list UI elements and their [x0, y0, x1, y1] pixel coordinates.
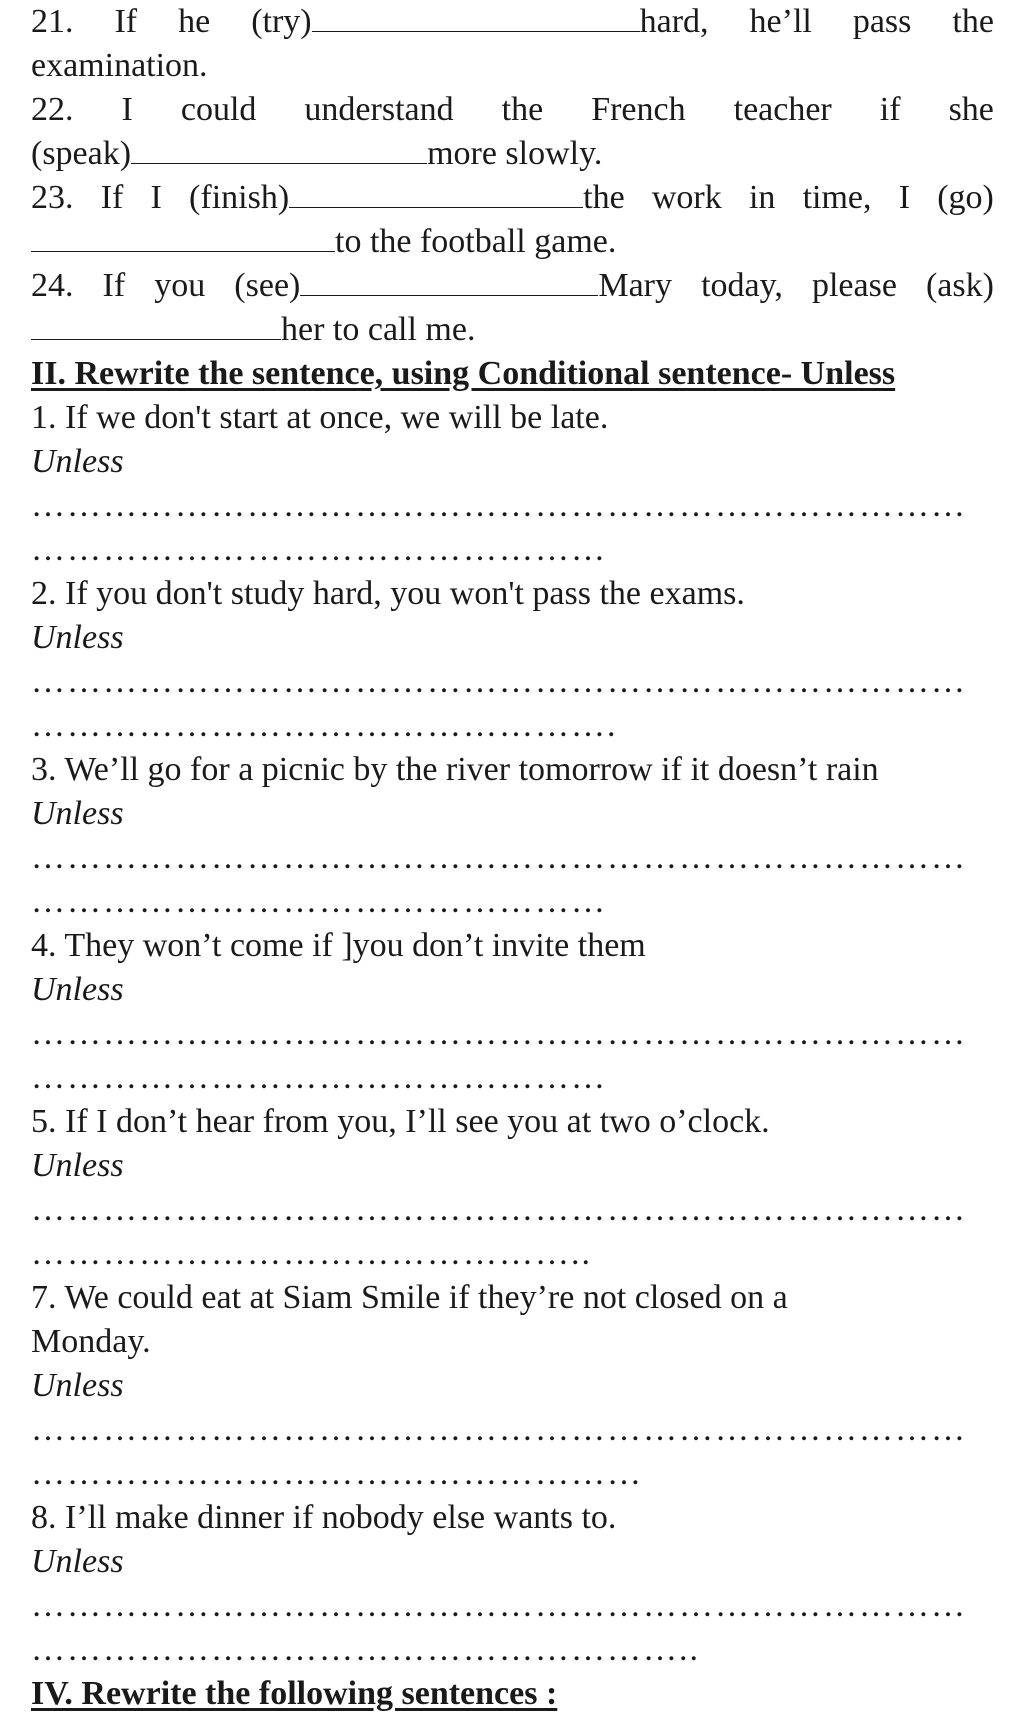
- item-2-answer-line1[interactable]: ……………………………………………………………………: [31, 663, 967, 700]
- item-8-unless: Unless: [31, 1543, 124, 1580]
- item-8-answer-line1[interactable]: ……………………………………………………………………: [31, 1587, 967, 1624]
- verb-with-blank: [189, 176, 625, 220]
- item-3-answer-line2[interactable]: …………………………………………: [31, 883, 607, 920]
- word: 21.: [31, 3, 74, 40]
- word: you: [154, 267, 206, 304]
- word: I: [898, 179, 911, 216]
- question-21-line1: [31, 0, 994, 44]
- item-3-sentence: 3. We’ll go for a picnic by the river tomorrow if it doesn’t rain: [31, 751, 879, 788]
- item-5-answer-line1[interactable]: ……………………………………………………………………: [31, 1191, 967, 1228]
- answer-blank-23a[interactable]: [289, 177, 583, 208]
- question-24-line1: [31, 264, 994, 308]
- word: the: [952, 3, 994, 40]
- item-5-unless: Unless: [31, 1147, 124, 1184]
- sentence-end: to the football game.: [335, 223, 617, 260]
- item-8-answer-line2[interactable]: ………………………………………………..: [31, 1631, 700, 1668]
- item-3-answer-line1[interactable]: ……………………………………………………………………: [31, 839, 967, 876]
- item-4-answer-line1[interactable]: ……………………………………………………………………: [31, 1015, 967, 1052]
- question-24-line2: [31, 308, 994, 352]
- word: the: [501, 91, 544, 128]
- verb-with-blank: [251, 0, 708, 44]
- word: 22.: [31, 91, 74, 128]
- answer-blank-23b[interactable]: [31, 221, 335, 252]
- word: in: [748, 179, 776, 216]
- word: (go): [937, 179, 994, 216]
- item-7-unless: Unless: [31, 1367, 124, 1404]
- section-4-heading: IV. Rewrite the following sentences :: [31, 1675, 558, 1712]
- item-7-sentence: 7. We could eat at Siam Smile if they’re not closed on a: [31, 1279, 788, 1316]
- item-7-answer-line1[interactable]: ……………………………………………………………………: [31, 1411, 967, 1448]
- word: he’ll: [749, 3, 812, 40]
- verb-hint: (speak): [31, 135, 132, 172]
- item-7-sentence-line2: Monday.: [31, 1323, 151, 1360]
- item-4-unless: Unless: [31, 971, 124, 1008]
- word: today,: [701, 267, 783, 304]
- word: hard,: [639, 3, 709, 40]
- verb-hint: (see): [234, 267, 301, 304]
- verb-hint: (try): [251, 3, 312, 40]
- item-1-unless: Unless: [31, 443, 124, 480]
- question-23-line2: [31, 220, 994, 264]
- word: could: [180, 91, 257, 128]
- section-2-heading: II. Rewrite the sentence, using Conditional sentence- Unless: [31, 355, 896, 392]
- item-5-sentence: 5. If I don’t hear from you, I’ll see you at two o’clock.: [31, 1103, 770, 1140]
- verb-with-blank: [234, 264, 672, 308]
- item-1-answer-line1[interactable]: ……………………………………………………………………: [31, 487, 967, 524]
- item-3-unless: Unless: [31, 795, 124, 832]
- word: he: [178, 3, 211, 40]
- item-1-sentence: 1. If we don't start at once, we will be late.: [31, 399, 609, 436]
- word: (ask): [925, 267, 994, 304]
- word: French: [591, 91, 686, 128]
- question-22-line1: [31, 88, 994, 132]
- word: time,: [802, 179, 872, 216]
- answer-blank-22[interactable]: [131, 133, 427, 164]
- word: pass: [852, 3, 912, 40]
- answer-blank-21[interactable]: [312, 1, 640, 32]
- word: if: [879, 91, 901, 128]
- sentence-end: her to call me.: [281, 311, 476, 348]
- word: work: [651, 179, 722, 216]
- item-7-answer-line2[interactable]: ……………………………………………: [31, 1455, 643, 1492]
- question-22-line2: [31, 132, 994, 176]
- question-23-line1: [31, 176, 994, 220]
- word: teacher: [733, 91, 832, 128]
- word: the: [583, 179, 625, 216]
- word: If: [114, 3, 138, 40]
- item-2-sentence: 2. If you don't study hard, you won't pass the exams.: [31, 575, 745, 612]
- word: If: [102, 267, 126, 304]
- item-4-answer-line2[interactable]: …………………………………………: [31, 1059, 607, 1096]
- word: Mary: [598, 267, 673, 304]
- item-5-answer-line2[interactable]: ………………………………………..: [31, 1235, 592, 1272]
- answer-blank-24b[interactable]: [31, 309, 281, 340]
- word: 24.: [31, 267, 74, 304]
- sentence-end: more slowly.: [427, 135, 603, 172]
- word: please: [811, 267, 897, 304]
- word: I: [150, 179, 162, 216]
- item-1-answer-line2[interactable]: …………………………………………: [31, 531, 607, 568]
- question-21-line2: examination.: [31, 47, 208, 84]
- word: understand: [304, 91, 454, 128]
- word: she: [948, 91, 994, 128]
- item-2-unless: Unless: [31, 619, 124, 656]
- item-8-sentence: 8. I’ll make dinner if nobody else wants to.: [31, 1499, 617, 1536]
- word: I: [121, 91, 133, 128]
- verb-hint: (finish): [189, 179, 290, 216]
- word: 23.: [31, 179, 74, 216]
- item-4-sentence: 4. They won’t come if ]you don’t invite them: [31, 927, 646, 964]
- word: If: [100, 179, 124, 216]
- answer-blank-24a[interactable]: [300, 265, 598, 296]
- item-2-answer-line2[interactable]: ………………………………………….: [31, 707, 618, 744]
